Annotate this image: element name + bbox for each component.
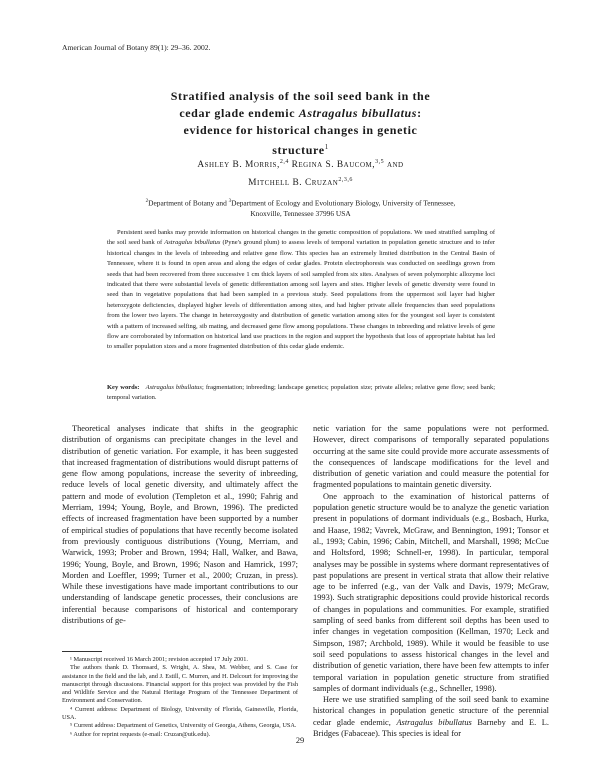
author-cruzan-marks: 2,3,6 bbox=[338, 177, 353, 184]
footnote-address-morris: ⁴ Current address: Department of Biology, University of Florida, Gainesville, Florida, USA. bbox=[62, 705, 298, 722]
keywords-species: Astragalus bibullatus bbox=[145, 384, 202, 391]
footnote-acknowledgments: The authors thank D. Thomsard, S. Wright, A. Shea, M. Webber, and S. Case for assistance in the field and the lab, and J. Estill, C. Murren, and H. Delcourt for improving the manuscript through discussions. Financial support for this project was provided by the Fish and Wildlife Service and the Natural Heritage Program of the Tennessee Department of Environment and Conservation. bbox=[62, 664, 298, 705]
abstract-species: Astragalus bibullatus bbox=[164, 239, 221, 247]
keywords-label: Key words: bbox=[107, 384, 140, 391]
author-conjunction: and bbox=[386, 160, 404, 171]
body-paragraph: Theoretical analyses indicate that shifts in the geographic distribution of organisms can precipitate changes in the level and distribution of genetic variation. For example, it has been suggested that increased fragmentation of distributions would disrupt patterns of gene flow among populations, increase the severity of inbreeding, reduce levels of local genetic diversity, and ultimately affect the pattern and mode of evolution (Templeton et al., 1990; Fahrig and Merriam, 1994; Young, Boyle, and Brown, 1996). The predicted effects of increased fragmentation have been supported by a number of empirical studies of populations that have recently become isolated from previously contiguous distributions (Young, Merriam, and Warwick, 1993; Prober and Brown, 1994; Hall, Walker, and Bawa, 1996; Young, Boyle, and Brown, 1996; Nason and Hamrick, 1997; Morden and Loeffler, 1999; Turner et al., 2000; Cruzan, in press). While these investigations have made important contributions to our understanding of landscape genetic processes, their conclusions are inferential because comparisons of historical and contemporary distributions of ge- bbox=[62, 424, 298, 626]
body-paragraph: One approach to the examination of historical patterns of population genetic structure would be to analyze the genetic variation present in populations of dormant individuals (e.g., Bosbach, Hurka, and Haase, 1982; Vavrek, McGraw, and Bennington, 1991; Tonsor et al., 1993; Cabin, 1996; Cabin, Mitchell, and Marshall, 1998; McCue and Holtsford, 1998; Schnell-er, 1998). In particular, temporal analyses may be possible in systems where dormant representatives of past populations are present in vertical strata that allow their relative age to be inferred (e.g., van der Valk and Davis, 1979; McGraw, 1993). Such stratigraphic depositions could provide historical records of changes in populations and communities. For example, stratified sampling of seed banks from different soil depths has been used to infer changes in vegetation composition (Kellman, 1970; Leck and Simpson, 1987; Archbold, 1989). While it would be feasible to use soil seed populations to assess historical changes in the level and distribution of genetic variation, there have been few attempts to infer temporal variation in population genetic structure from stratified samples of dormant individuals (e.g., Schneller, 1998). bbox=[313, 491, 549, 693]
title-line-3: evidence for historical changes in genetic bbox=[183, 123, 418, 137]
body-paragraph-part: Barneby and E. L. Bridges (Fabaceae). This species is ideal for bbox=[313, 717, 549, 739]
affiliation bbox=[62, 196, 539, 219]
author-list bbox=[62, 155, 539, 191]
body-column-right bbox=[313, 423, 549, 739]
affiliation-line-1 bbox=[62, 196, 539, 208]
author-cruzan: Mitchell B. Cruzan bbox=[248, 178, 339, 189]
author-baucom: Regina S. Baucom, bbox=[291, 160, 376, 171]
title-line-4-text: structure bbox=[272, 143, 325, 157]
keywords-list: ; fragmentation; inbreeding; landscape genetics; population size; private alleles; relative gene flow; seed bank; temporal variation. bbox=[107, 384, 496, 402]
affiliation-mark-3: 3 bbox=[228, 199, 232, 204]
title-footnote-mark: 1 bbox=[324, 143, 329, 151]
abstract-part-1: Persistent seed banks may provide information on historical changes in the genetic composition of populations. We used stratified sampling of the soil seed bank of bbox=[107, 229, 495, 247]
journal-reference: American Journal of Botany 89(1): 29–36. 2002. bbox=[62, 43, 211, 52]
footnote-received: ¹ Manuscript received 16 March 2001; revision accepted 17 July 2001. bbox=[70, 656, 248, 663]
title-line-1: Stratified analysis of the soil seed bank in the bbox=[170, 89, 431, 103]
author-morris: Ashley B. Morris, bbox=[197, 160, 280, 171]
body-column-left bbox=[62, 423, 298, 626]
body-paragraph: netic variation for the same populations were not performed. However, direct comparisons of temporally separated populations occurring at the same site could provide more accurate assessments of the consequences of landscape modifications for the level and distribution of genetic variation and could measure the potential for fragmented populations to maintain genetic diversity. bbox=[313, 424, 549, 490]
footnotes bbox=[62, 656, 298, 739]
footnote-divider bbox=[62, 651, 102, 652]
title-line-2-prefix: cedar glade endemic bbox=[179, 106, 299, 120]
affiliation-mark-2: 2 bbox=[145, 199, 149, 204]
footnote-reprint-contact: ⁶ Author for reprint requests (e-mail: Cruzan@utk.edu). bbox=[70, 730, 211, 738]
author-baucom-marks: 3,5 bbox=[375, 159, 385, 165]
body-paragraph-part: Here we use stratified sampling of the soil seed bank to examine historical changes in population genetic structure of the perennial cedar glade endemic, bbox=[313, 695, 549, 727]
authors-line-1 bbox=[62, 155, 539, 173]
page-number: 29 bbox=[295, 736, 305, 745]
footnote-address-baucom: ⁵ Current address: Department of Genetics, University of Georgia, Athens, Georgia, USA. bbox=[70, 722, 297, 730]
authors-line-2 bbox=[62, 173, 539, 191]
abstract-part-2: (Pyne's ground plum) to assess levels of temporal variation in population genetic structure and to infer historical changes in the levels of inbreeding and relative gene flow. This species has an extremely limited distribution in the Central Basin of Tennessee, where it is found in open areas and along the edges of cedar glades. Protein electrophoresis was conducted on seedlings grown from seeds that had been recovered from three successive 1 cm thick layers of soil sampled from six sites. Analyses of seven polymorphic allozyme loci indicated that there were substantial levels of genetic differentiation among soil layers and sites. Higher levels of genetic diversity were found in seed than in vegetative populations that had been sampled in a previous study. Seed populations from the uppermost soil layer had higher heterozygote deficiencies, displayed higher levels of differentiation among sites, and had higher private allele frequencies than seed populations from the lower two layers. The change in heterozygosity and distribution of genetic variation among sites for the youngest soil layer is consistent with a pattern of increased selfing, sib mating, and decreased gene flow among populations. These changes in inbreeding and relative levels of gene flow are corroborated by information on historical land use practices in the region and support the hypothesis that loss of appropriate habitat has led to smaller population sizes and a more fragmented distribution of this cedar glade endemic. bbox=[107, 239, 495, 351]
keywords bbox=[107, 383, 495, 404]
body-paragraph bbox=[313, 694, 549, 739]
title-species: Astragalus bibullatus bbox=[298, 106, 418, 120]
body-species: Astragalus bibullatus bbox=[396, 717, 472, 727]
affiliation-dept-ecology: Department of Ecology and Evolutionary Biology, University of Tennessee, bbox=[231, 198, 456, 208]
author-morris-marks: 2,4 bbox=[279, 159, 289, 165]
affiliation-line-2: Knoxville, Tennessee 37996 USA bbox=[250, 209, 351, 219]
title-line-2-suffix: : bbox=[417, 106, 422, 120]
article-title bbox=[62, 88, 539, 159]
abstract bbox=[107, 228, 495, 353]
affiliation-dept-botany: Department of Botany and bbox=[148, 198, 229, 208]
title-line-2 bbox=[62, 105, 539, 122]
